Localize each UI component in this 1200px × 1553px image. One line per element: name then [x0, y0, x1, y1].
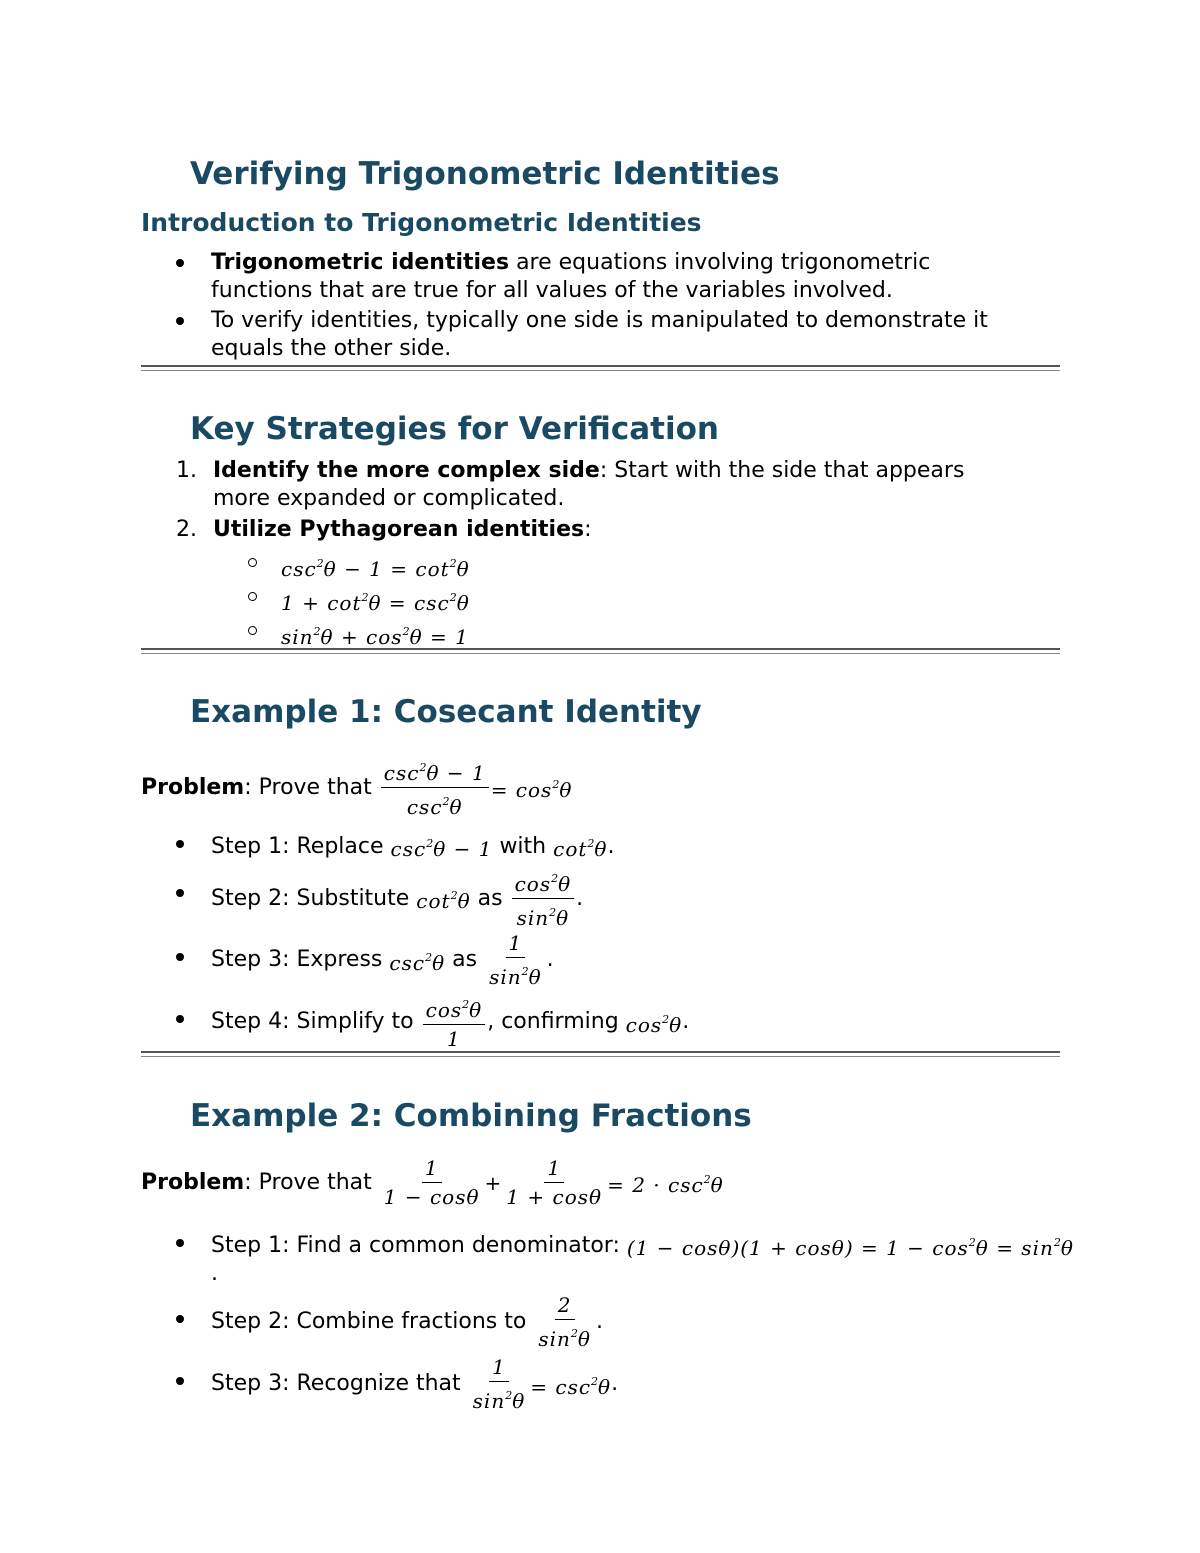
fraction: $\frac{1}{\sin^2\theta}$: [472, 1355, 526, 1413]
identity-1: $\csc^2\theta - 1 = \cot^2\theta$: [281, 557, 470, 581]
document-title: Verifying Trigonometric Identities: [190, 156, 780, 192]
fraction: $\frac{2}{\sin^2\theta}$: [538, 1293, 591, 1351]
fraction: $\frac{1}{1 + \cos\theta}$: [506, 1156, 603, 1209]
bullet-dot: [176, 317, 184, 325]
bullet-dot: [176, 1015, 184, 1023]
bullet-dot: [176, 840, 184, 848]
section-divider: [141, 1051, 1060, 1057]
fraction: $\frac{\csc^2\theta - 1}{\csc^2\theta}$: [381, 755, 489, 820]
intro-bullet-2: To verify identities, typically one side is manipulated to demonstrate it equals the other side.: [211, 308, 988, 361]
example2-step-3: Step 3: Recognize that $\frac{1}{\sin^2\theta}$ = $\csc^2\theta$ .: [211, 1355, 619, 1413]
example2-heading: Example 2: Combining Fractions: [190, 1098, 752, 1134]
sub-bullet-circle: [248, 592, 257, 601]
bullet-dot: [176, 1239, 184, 1247]
example1-problem: Problem : Prove that $\frac{\csc^2\theta - 1}{\csc^2\theta}$ = $\cos^2\theta$: [141, 755, 572, 820]
intro-heading: Introduction to Trigonometric Identities: [141, 208, 702, 237]
example2-step-1-period: .: [211, 1261, 218, 1286]
bullet-dot: [176, 259, 184, 267]
example1-heading: Example 1: Cosecant Identity: [190, 694, 702, 730]
sub-bullet-circle: [248, 626, 257, 635]
example1-step-4: Step 4: Simplify to $\frac{\cos^2\theta}{1}$ , confirming $\cos^2\theta$ .: [211, 992, 689, 1052]
example2-problem: Problem : Prove that $\frac{1}{1 - \cos\theta}$ + $\frac{1}{1 + \cos\theta}$ = $2 \cdot \csc^2\theta$: [141, 1156, 724, 1209]
intro-bullet-1: Trigonometric identities are equations involving trigonometric functions that are true for all values of the variables involved.: [211, 250, 931, 303]
sub-bullet-circle: [248, 558, 257, 567]
strategy-item-1: Identify the more complex side: Start with the side that appears more expanded or complicated.: [213, 458, 965, 511]
list-number: 1.: [176, 458, 197, 483]
example1-step-3: Step 3: Express $\csc^2\theta$ as $\frac{1}{\sin^2\theta}$ .: [211, 931, 554, 989]
bullet-dot: [176, 953, 184, 961]
fraction: $\frac{1}{\sin^2\theta}$: [489, 931, 542, 989]
example1-step-1: Step 1: Replace $\csc^2\theta - 1$ with $\cot^2\theta$ .: [211, 833, 615, 861]
section-divider: [141, 365, 1060, 371]
example2-step-1: Step 1: Find a common denominator: $(1 - \cos\theta)(1 + \cos\theta) = 1 - \cos^2\theta = \sin^2\theta$: [211, 1232, 1074, 1260]
bullet-dot: [176, 1315, 184, 1323]
identity-2: $1 + \cot^2\theta = \csc^2\theta$: [281, 591, 470, 615]
example1-step-2: Step 2: Substitute $\cot^2\theta$ as $\frac{\cos^2\theta}{\sin^2\theta}$ .: [211, 866, 583, 931]
strategy-item-2: Utilize Pythagorean identities:: [213, 517, 592, 542]
strategies-heading: Key Strategies for Verification: [190, 411, 719, 447]
identity-3: $\sin^2\theta + \cos^2\theta = 1$: [281, 625, 469, 649]
list-number: 2.: [176, 517, 197, 542]
section-divider: [141, 648, 1060, 654]
fraction: $\frac{1}{1 - \cos\theta}$: [383, 1156, 480, 1209]
example2-step-2: Step 2: Combine fractions to $\frac{2}{\sin^2\theta}$ .: [211, 1293, 603, 1351]
fraction: $\frac{\cos^2\theta}{1}$: [423, 992, 486, 1052]
fraction: $\frac{\cos^2\theta}{\sin^2\theta}$: [512, 866, 575, 931]
bullet-dot: [176, 889, 184, 897]
bullet-dot: [176, 1377, 184, 1385]
